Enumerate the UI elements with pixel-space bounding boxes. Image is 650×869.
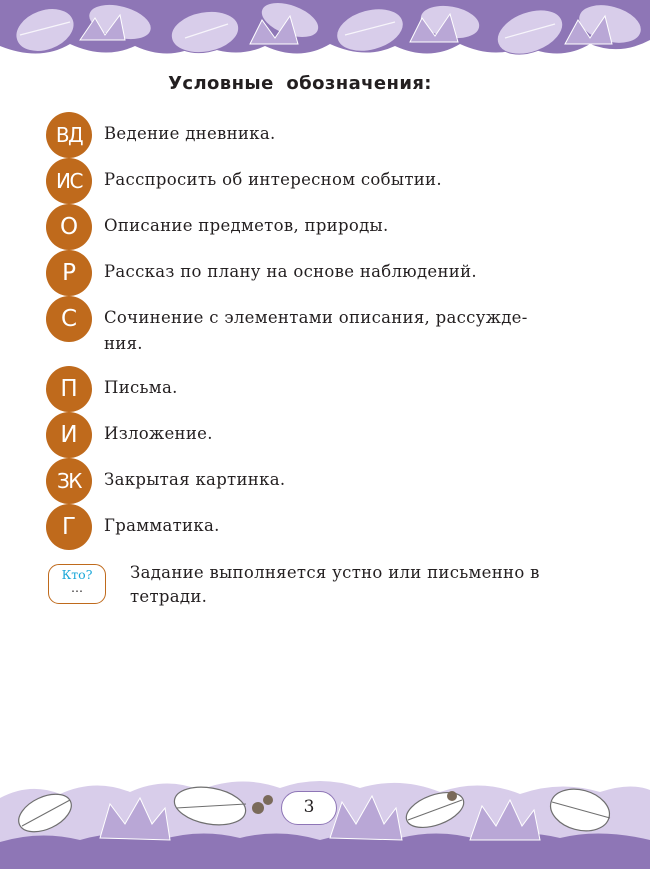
badge-is: ИС (46, 158, 92, 204)
badge-r: Р (46, 250, 92, 296)
top-leaf-border (0, 0, 650, 66)
legend-text: Грамматика. (104, 516, 220, 535)
task-note-text: Задание выполняется устно или письменно в тетради. (130, 563, 540, 606)
kto-badge (48, 564, 106, 604)
badge-s: С (46, 296, 92, 342)
badge-i: И (46, 412, 92, 458)
legend-text: Описание предметов, природы. (104, 216, 389, 235)
page-title: Условные обозначения: (168, 73, 432, 94)
badge-zk: ЗК (46, 458, 92, 504)
legend-text: Закрытая картинка. (104, 470, 286, 489)
legend-text: Письма. (104, 378, 178, 397)
kto-dots: … (71, 581, 83, 595)
legend-text: Ведение дневника. (104, 124, 276, 143)
page-number: 3 (281, 791, 337, 825)
legend-text: Изложение. (104, 424, 213, 443)
kto-question: Кто? (61, 567, 93, 582)
badge-o: О (46, 204, 92, 250)
badge-p: П (46, 366, 92, 412)
badge-vd: ВД (46, 112, 92, 158)
leaf-border-icon (0, 0, 650, 66)
badge-g: Г (46, 504, 92, 550)
legend-text: Расспросить об интересном событии. (104, 170, 442, 189)
legend-text: Сочинение с элементами описания, рассужде-ния. (104, 308, 528, 353)
legend-text: Рассказ по плану на основе наблюдений. (104, 262, 477, 281)
